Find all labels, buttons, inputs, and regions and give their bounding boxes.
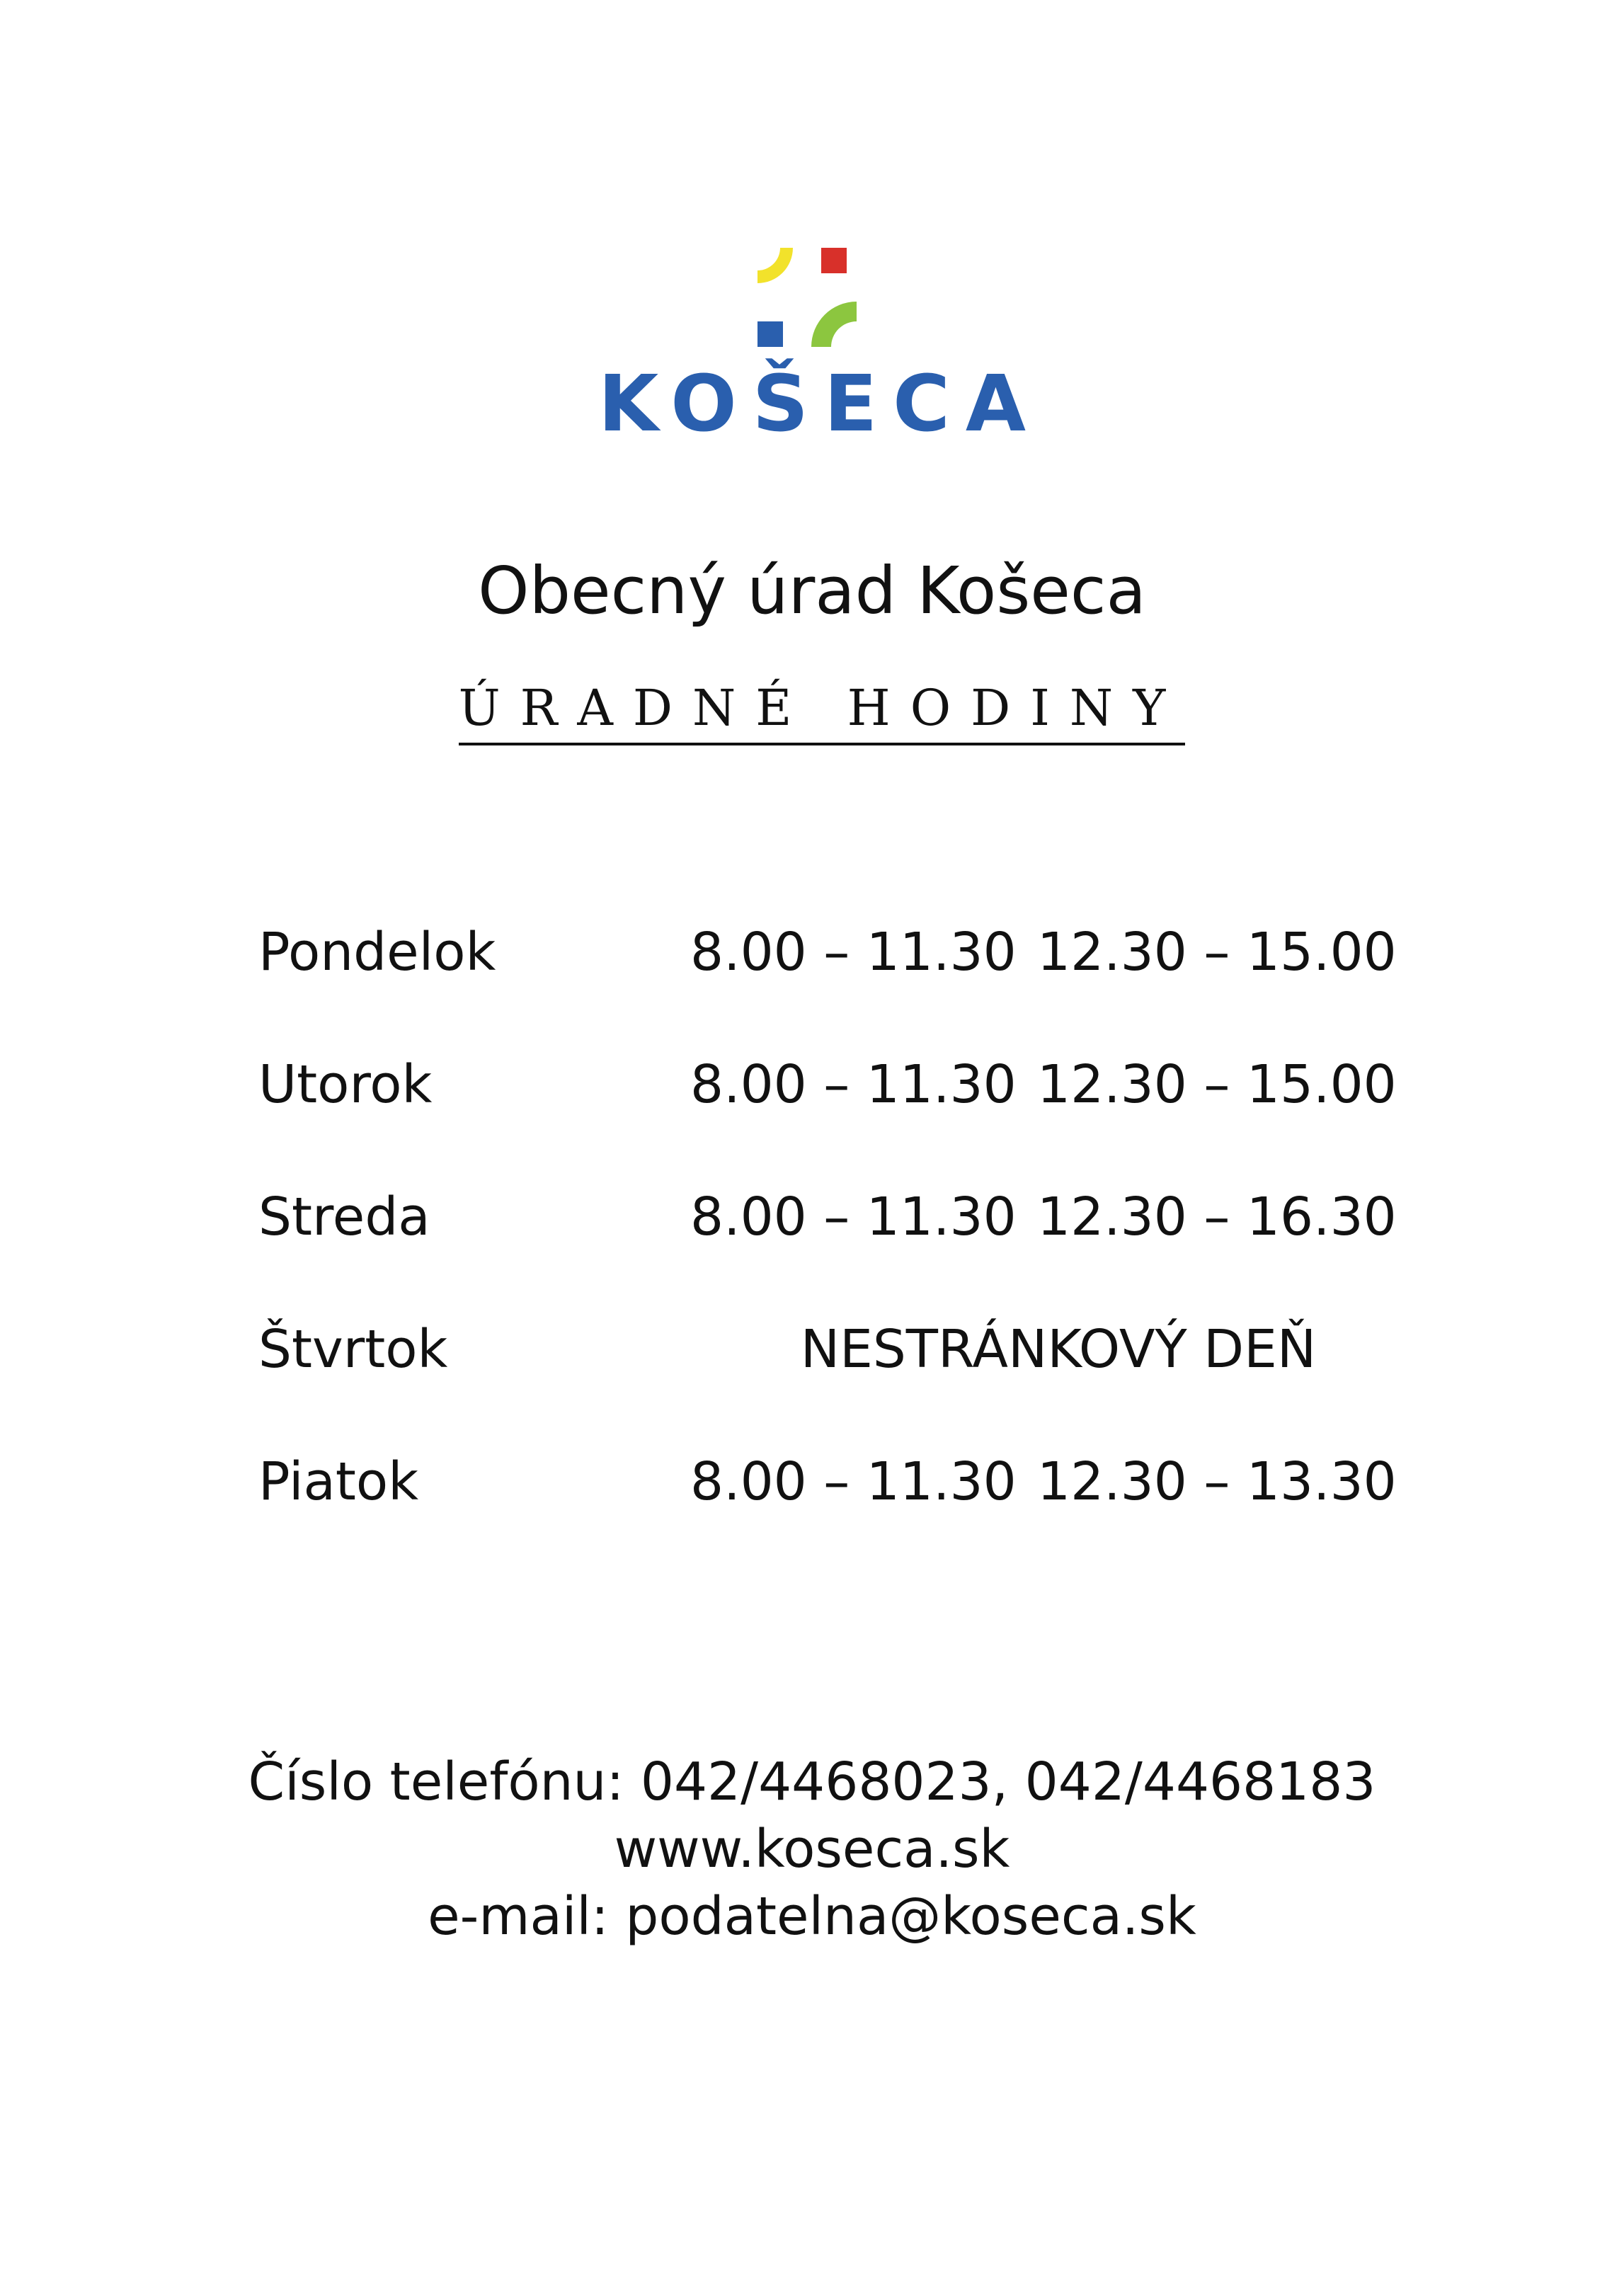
email-address[interactable]: e-mail: podatelna@koseca.sk (428, 1886, 1196, 1947)
closed-day-note: NESTRÁNKOVÝ DEŇ (800, 1319, 1317, 1380)
phone-numbers: Číslo telefónu: 042/4468023, 042/4468183 (248, 1751, 1376, 1812)
schedule-row-monday (258, 917, 1419, 1049)
office-hours-table (258, 917, 1419, 1579)
day-label: Pondelok (258, 922, 496, 983)
morning-hours: 8.00 – 11.30 (690, 1451, 1017, 1512)
morning-hours: 8.00 – 11.30 (690, 922, 1017, 983)
logo-red-square (821, 248, 847, 273)
morning-hours: 8.00 – 11.30 (690, 1054, 1017, 1115)
afternoon-hours: 12.30 – 16.30 (1037, 1187, 1397, 1247)
logo-yellow-arc (757, 248, 793, 283)
afternoon-hours: 12.30 – 15.00 (1037, 922, 1397, 983)
schedule-row-tuesday (258, 1049, 1419, 1182)
afternoon-hours: 12.30 – 13.30 (1037, 1451, 1397, 1512)
office-hours-heading: ÚRADNÉ HODINY (459, 676, 1186, 745)
morning-hours: 8.00 – 11.30 (690, 1187, 1017, 1247)
schedule-row-thursday (258, 1314, 1419, 1446)
logo (0, 248, 1624, 460)
schedule-row-wednesday (258, 1182, 1419, 1314)
day-label: Štvrtok (258, 1319, 448, 1380)
day-label: Streda (258, 1187, 430, 1247)
subtitle-container (0, 676, 1624, 745)
day-label: Utorok (258, 1054, 433, 1115)
logo-blue-square (757, 321, 783, 347)
schedule-row-friday (258, 1446, 1419, 1579)
logo-green-arc (811, 302, 857, 347)
day-label: Piatok (258, 1451, 419, 1512)
logo-text: KOŠECA (597, 358, 1042, 449)
logo-mark-icon (757, 248, 857, 347)
contact-info (0, 1749, 1624, 1950)
page-title: Obecný úrad Košeca (478, 553, 1146, 629)
afternoon-hours: 12.30 – 15.00 (1037, 1054, 1397, 1115)
website-link[interactable]: www.koseca.sk (614, 1819, 1010, 1880)
